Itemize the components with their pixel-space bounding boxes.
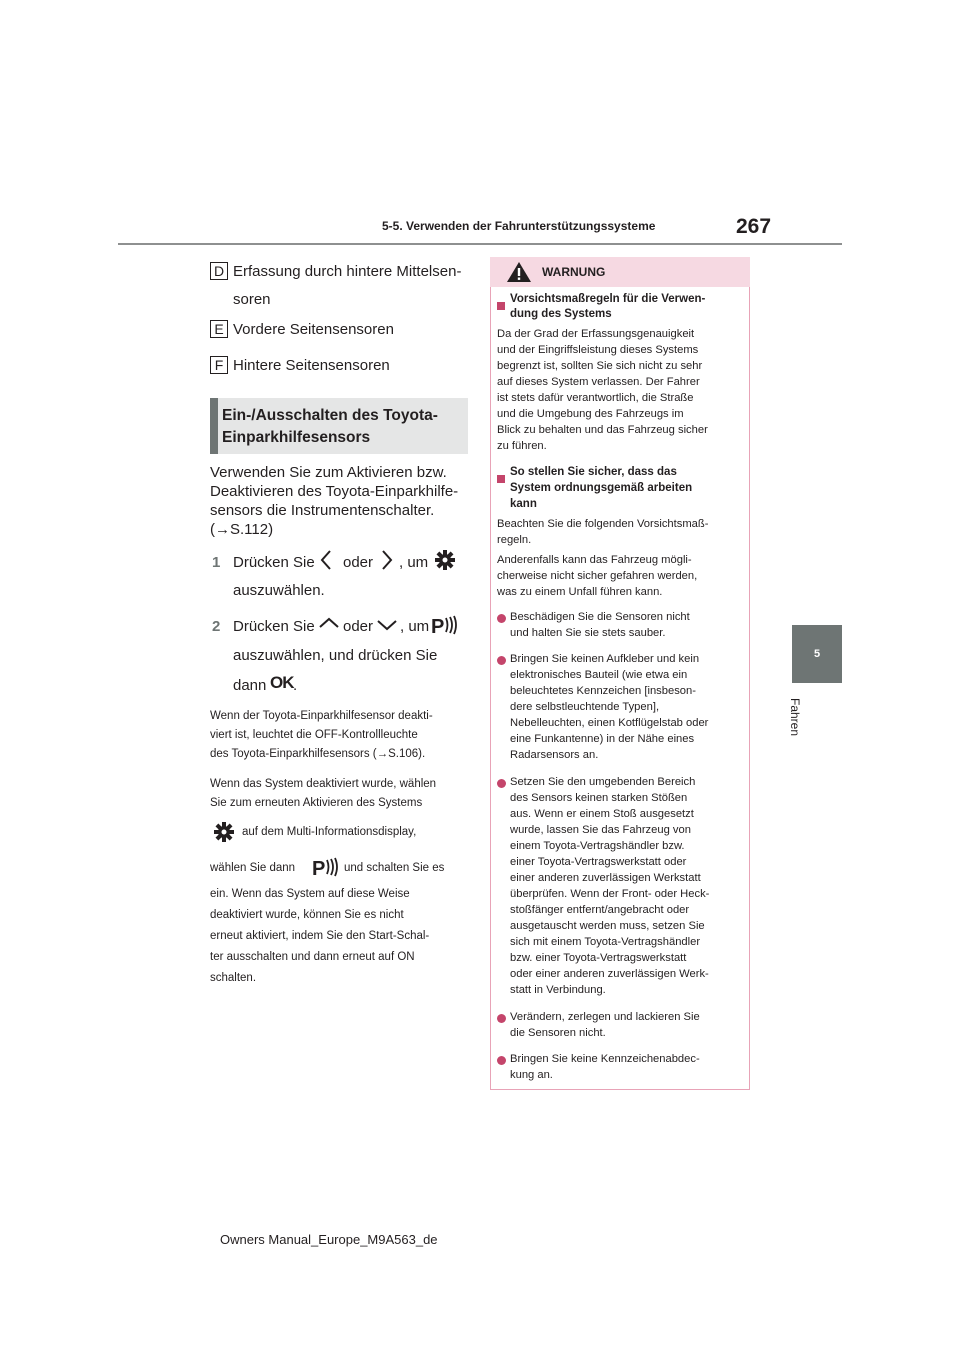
intro-line-1: Verwenden Sie zum Aktivieren bzw. [210,464,447,481]
bullet1-line-2: und halten Sie sie stets sauber. [510,627,666,639]
warning-sec2-line-3: Anderenfalls kann das Fahrzeug mögli- [497,554,692,566]
warning-sec2-line-5: was zu einem Unfall führen kann. [497,586,663,598]
warning-sec1-line-3: begrenzt ist, sollten Sie sich nicht zu sehr [497,360,703,372]
chevron-left-icon [320,549,332,571]
letter-d: D [210,262,228,280]
chevron-down-icon [376,619,398,631]
bullet2-line-4: dere selbstleuchtende Typen], [510,701,660,713]
chevron-right-icon [381,549,393,571]
note2-line-3: auf dem Multi-Informationsdisplay, [242,826,417,838]
bullet3-line-14: statt in Verbindung. [510,984,606,996]
warning-sec1-line-2: und der Eingriffsleistung dieses Systems [497,344,699,356]
bullet5-line-2: kung an. [510,1069,553,1081]
ok-icon: OK [270,673,294,692]
bullet3-line-9: stoßfänger entfernt/angebracht oder [510,904,690,916]
step2-number: 2 [212,618,221,635]
bullet3-line-3: aus. Wenn er einem Stoß ausgesetzt [510,808,694,820]
warning-sec1-title-2: dung des Systems [510,308,612,320]
chapter-label: Fahren [788,697,802,737]
item-f-line1: Hintere Seitensensoren [233,357,390,374]
intro-line-2: Deaktivieren des Toyota-Einparkhilfe- [210,483,459,500]
bullet3-line-7: einer anderen zuverlässigen Werkstatt [510,872,701,884]
bullet3-line-4: wurde, lassen Sie das Fahrzeug von [510,824,691,836]
heading-line1: Ein-/Ausschalten des Toyota- [222,407,438,424]
intro-line-4: (→S.112) [210,521,274,538]
step1-number: 1 [212,554,221,571]
bullet2-line-6: eine Funkantenne) in der Nähe eines [510,733,695,745]
step2-text-a: Drücken Sie [233,618,315,635]
page-number: 267 [736,215,772,238]
bullet2-line-3: beleuchtetes Kennzeichen [insbeson- [510,685,696,697]
note2-line-2: Sie zum erneuten Aktivieren des Systems [210,797,423,809]
step1-text-d: auszuwählen. [233,582,325,599]
note2-line-8: ter ausschalten und dann erneut auf ON [210,951,415,963]
note2-line-4a: wählen Sie dann [210,862,296,874]
bullet2-line-2: elektronisches Bauteil (wie etwa ein [510,669,688,681]
step2-text-c: , um [400,618,430,635]
warning-sec1-title-1: Vorsichtsmaßregeln für die Verwen- [510,293,706,305]
warning-triangle-icon [506,261,532,283]
bullet-dot [497,614,506,623]
bullet2-line-7: Radarsensors an. [510,749,599,761]
warning-sec2-title-1: So stellen Sie sicher, dass das [510,466,677,478]
bullet2-line-5: Nebelleuchten, einen Kotflügelstab oder [510,717,709,729]
chapter-tab: 5 [792,625,842,683]
bullet-dot [497,779,506,788]
step2-text-e: dann [233,677,267,694]
gear-icon [435,550,455,570]
intro-line-3: sensors die Instrumentenschalter. [210,502,435,519]
bullet3-line-11: sich mit einem Toyota-Vertragshändler [510,936,701,948]
bullet1-line-1: Beschädigen Sie die Sensoren nicht [510,611,690,623]
bullet3-line-2: des Sensors keinen starken Stößen [510,792,688,804]
letter-e: E [210,320,228,338]
item-d-line1: Erfassung durch hintere Mittelsen- [233,263,462,280]
bullet3-line-13: oder einer anderen zuverlässigen Werk- [510,968,709,980]
footer-text: Owners Manual_Europe_M9A563_de [220,1232,438,1247]
bullet2-line-1: Bringen Sie keinen Aufkleber und kein [510,653,700,665]
step2-text-d: auszuwählen, und drücken Sie [233,647,438,664]
warning-sec2-title-3: kann [510,498,537,510]
header-rule [118,243,842,245]
warning-sec1-line-1: Da der Grad der Erfassungsgenauigkeit [497,328,695,340]
step2-text-f: . [293,677,298,694]
gear-icon [214,822,234,842]
heading-line2: Einparkhilfesensors [222,429,371,446]
note2-line-9: schalten. [210,972,257,984]
bullet3-line-12: bzw. einer Toyota-Vertragswerkstatt [510,952,687,964]
warning-square-marker [497,297,505,315]
note1-line-3: des Toyota-Einparkhilfesensors (→S.106). [210,748,426,760]
item-e-line1: Vordere Seitensensoren [233,321,394,338]
step1-text-c: , um [399,554,429,571]
bullet3-line-8: überprüfen. Wenn der Front- oder Heck- [510,888,710,900]
parking-sensor-icon [312,856,339,878]
warning-sec2-line-1: Beachten Sie die folgenden Vorsichtsmaß- [497,518,709,530]
step2-text-b: oder [343,618,374,635]
note2-line-7: erneut aktiviert, indem Sie den Start-Schal- [210,930,430,942]
warning-title: WARNUNG [542,265,606,279]
bullet4-line-1: Verändern, zerlegen und lackieren Sie [510,1011,700,1023]
step1-text-a: Drücken Sie [233,554,315,571]
letter-f: F [210,356,228,374]
chevron-up-icon [318,617,340,629]
note2-line-4b: und schalten Sie es [344,862,445,874]
bullet3-line-1: Setzen Sie den umgebenden Bereich [510,776,696,788]
warning-sec1-line-4: auf dieses System verlassen. Der Fahrer [497,376,700,388]
note1-line-2: viert ist, leuchtet die OFF-Kontrollleuchte [210,729,418,741]
bullet-dot [497,1014,506,1023]
note1-line-1: Wenn der Toyota-Einparkhilfesensor deakti- [210,710,433,722]
bullet5-line-1: Bringen Sie keine Kennzeichenabdec- [510,1053,700,1065]
step1-text-b: oder [343,554,374,571]
warning-sec2-title-2: System ordnungsgemäß arbeiten [510,482,693,494]
section-heading [210,398,468,454]
bullet3-line-10: ausgetauscht werden muss, setzen Sie [510,920,705,932]
bullet-dot [497,656,506,665]
bullet4-line-2: die Sensoren nicht. [510,1027,606,1039]
svg-text:P: P [312,858,326,878]
warning-sec1-line-5: ist stets dafür verantwortlich, die Straße [497,392,694,404]
bullet3-line-6: einer Toyota-Vertragswerkstatt oder [510,856,687,868]
parking-sensor-icon [431,614,458,636]
section-title: 5-5. Verwenden der Fahrunterstützungssysteme [382,219,656,233]
warning-sec2-line-4: cherweise nicht sicher gefahren werden, [497,570,698,582]
bullet3-line-5: einem Toyota-Vertragshändler bzw. [510,840,685,852]
note2-line-1: Wenn das System deaktiviert wurde, wählen [210,778,437,790]
warning-sec1-line-6: und die Umgebung des Fahrzeugs im [497,408,684,420]
note2-line-6: deaktiviert wurde, können Sie es nicht [210,909,404,921]
warning-sec1-line-7: Blick zu behalten und das Fahrzeug sicher [497,424,708,436]
warning-sec1-line-8: zu führen. [497,440,547,452]
warning-sec2-line-2: regeln. [497,534,532,546]
svg-text:P: P [431,616,445,636]
item-d-line2: soren [233,291,271,308]
bullet-dot [497,1056,506,1065]
warning-square-marker [497,470,505,488]
note2-line-5: ein. Wenn das System auf diese Weise [210,888,410,900]
